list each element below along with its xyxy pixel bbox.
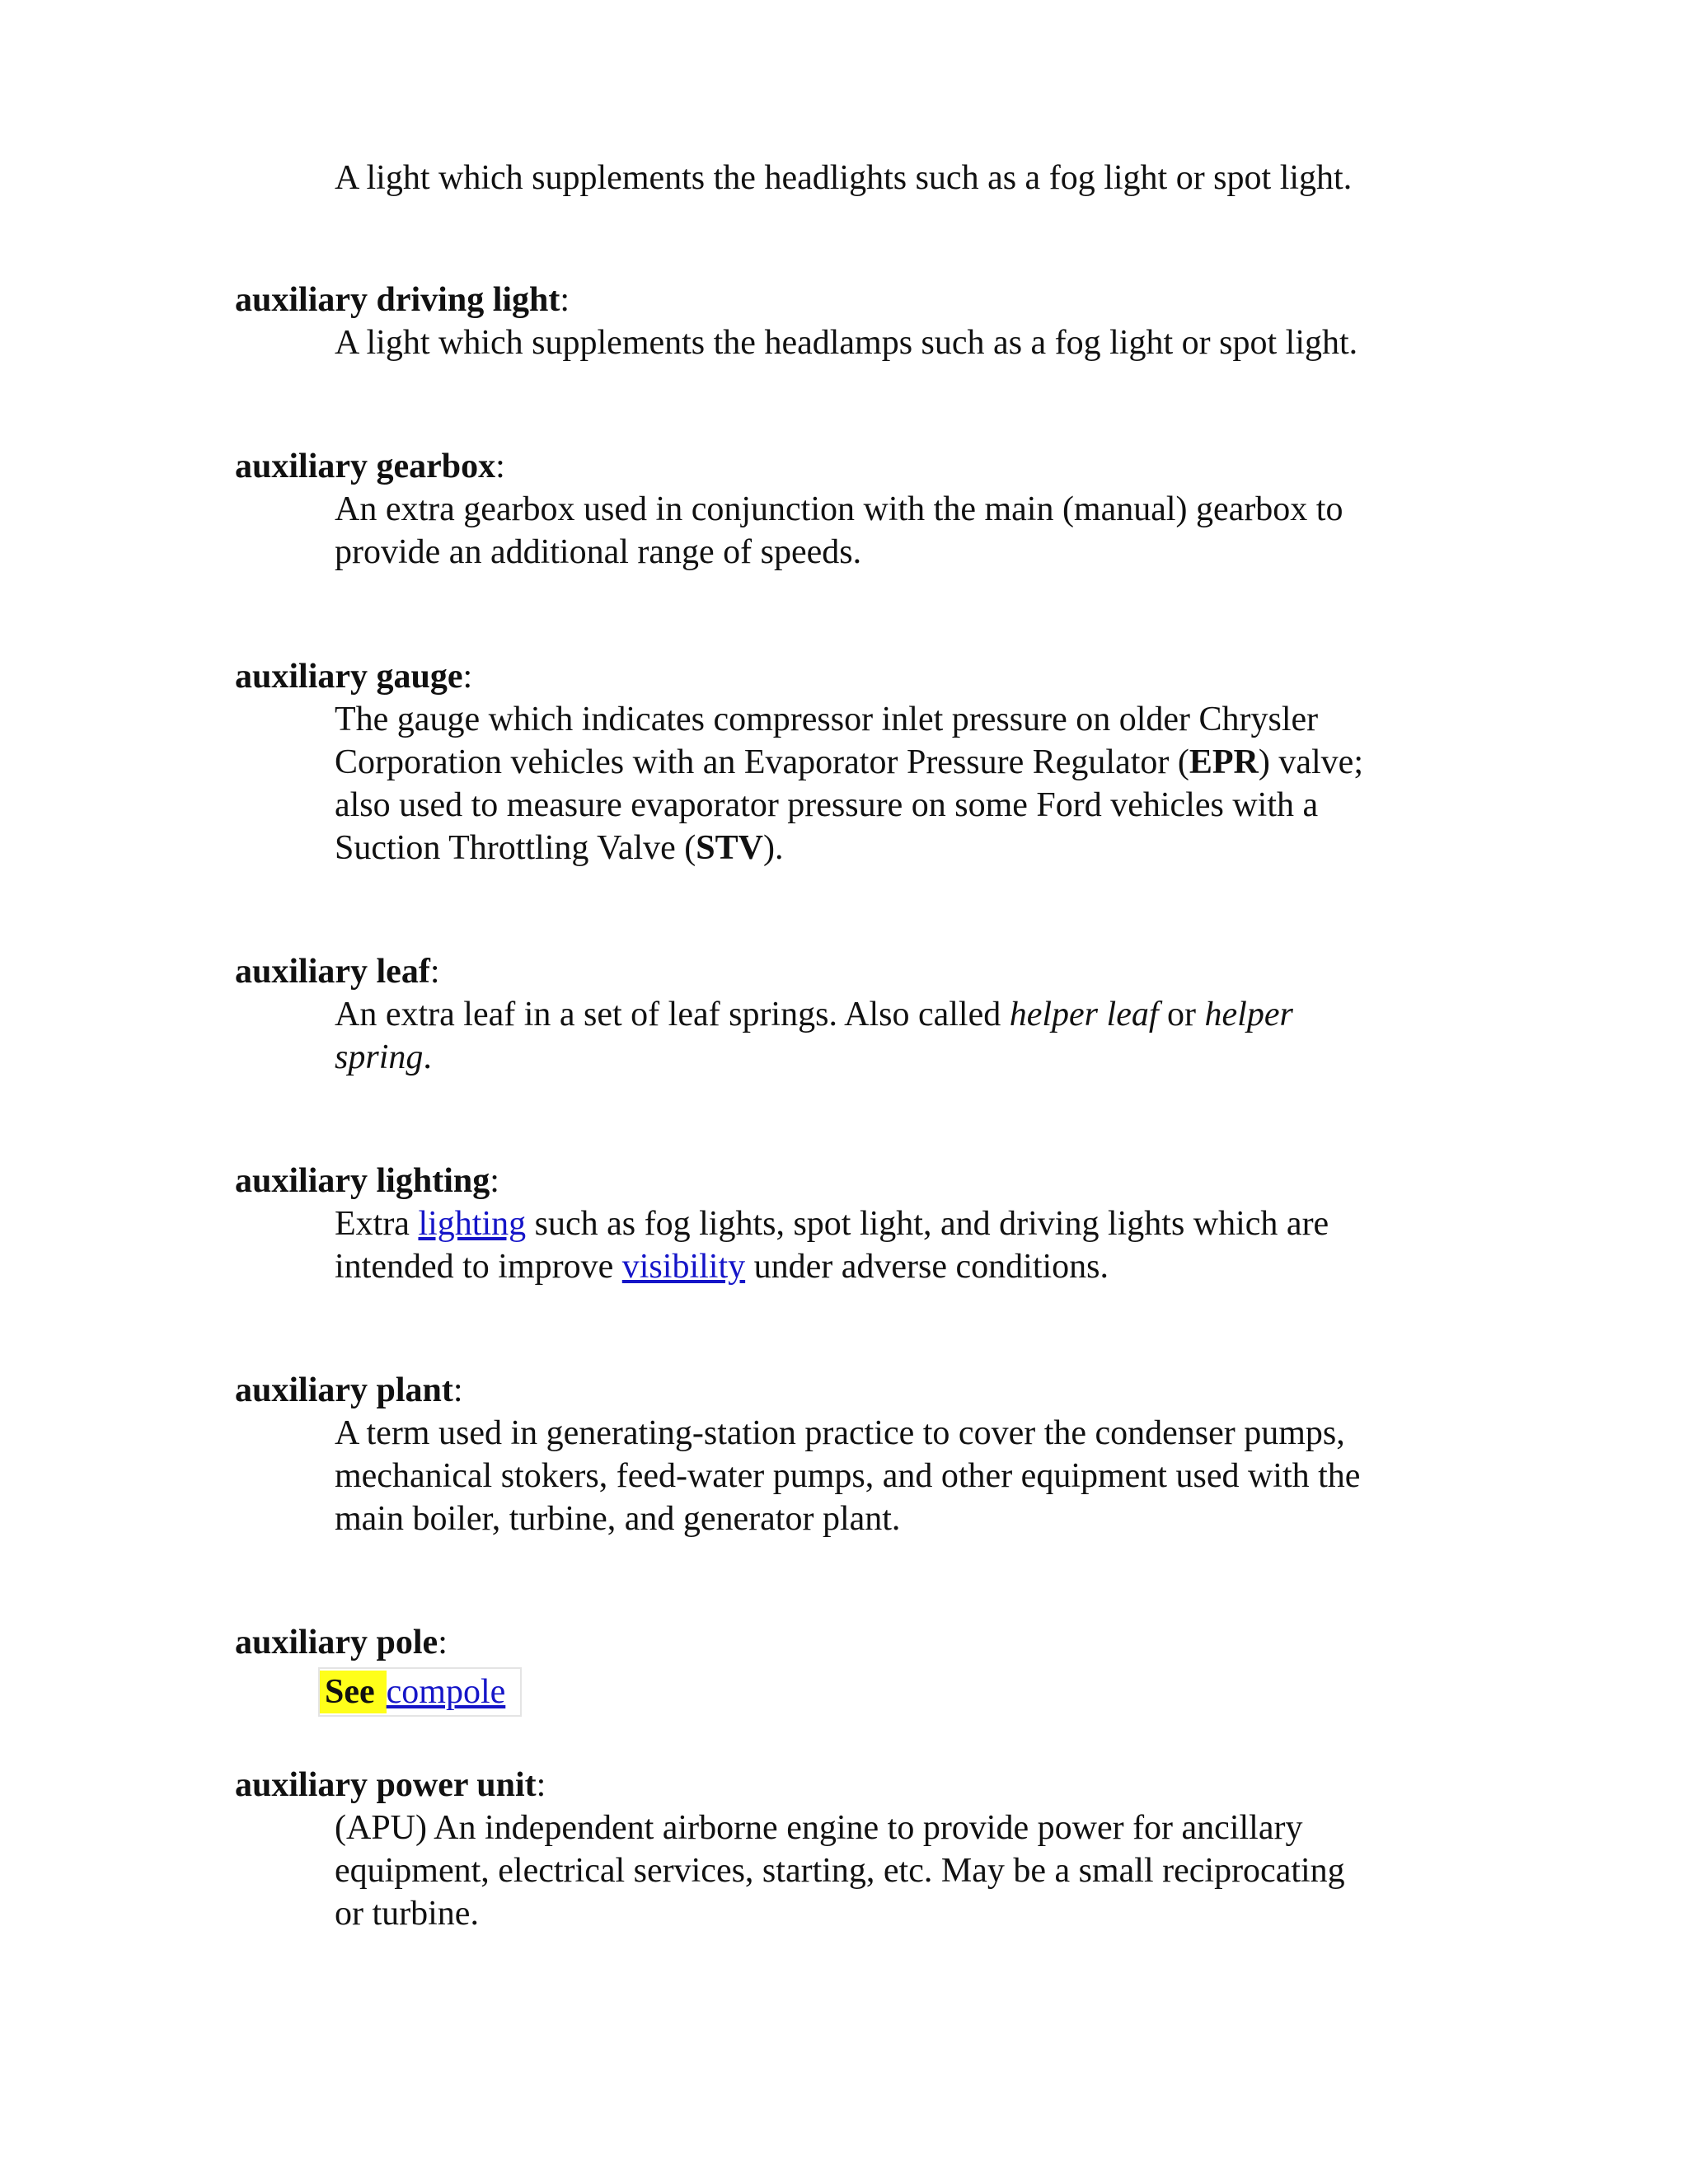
glossary-entry-auxiliary-gearbox	[235, 445, 1471, 574]
term-heading	[235, 445, 1471, 488]
definition-line	[335, 1036, 1472, 1079]
definition-line: mechanical stokers, feed-water pumps, and other equipment used with the	[335, 1457, 1361, 1495]
term-name: auxiliary pole	[235, 1624, 438, 1661]
definition-line	[335, 1245, 1472, 1288]
glossary-entry-auxiliary-plant	[235, 1369, 1471, 1540]
definition	[335, 488, 1472, 574]
term-heading	[235, 950, 1471, 993]
definition-line: A light which supplements the headlights such as a fog light or spot light.	[335, 159, 1353, 197]
definition-line: An extra gearbox used in conjunction with the main (manual) gearbox to	[335, 490, 1343, 528]
definition-line	[335, 1202, 1472, 1245]
text-run: intended to improve	[335, 1248, 622, 1286]
definition	[335, 321, 1472, 364]
glossary-entry-auxiliary-leaf	[235, 950, 1471, 1079]
term-heading	[235, 1621, 1471, 1664]
definition-line: also used to measure evaporator pressure on some Ford vehicles with a	[335, 786, 1319, 824]
definition-line: or turbine.	[335, 1895, 479, 1933]
term-colon: :	[490, 1162, 499, 1200]
term-colon: :	[495, 448, 505, 485]
text-run: Corporation vehicles with an Evaporator Pressure Regulator (	[335, 743, 1189, 781]
definition	[335, 157, 1472, 199]
term-name: auxiliary gearbox	[235, 448, 496, 485]
term-name: auxiliary gauge	[235, 658, 463, 696]
term-name: auxiliary driving light	[235, 281, 560, 319]
text-run: such as fog lights, spot light, and driving lights which are	[526, 1205, 1329, 1243]
italic-term: helper leaf	[1009, 996, 1159, 1033]
text-run: under adverse conditions.	[745, 1248, 1109, 1286]
glossary-entry-auxiliary-driving-light	[235, 279, 1471, 364]
definition-line: equipment, electrical services, starting, etc. May be a small reciprocating	[335, 1852, 1345, 1890]
text-run: ).	[762, 829, 784, 867]
definition-line	[335, 993, 1472, 1036]
link-compole[interactable]: compole	[386, 1673, 506, 1711]
term-heading	[235, 1764, 1471, 1807]
see-reference-box	[318, 1667, 522, 1717]
glossary-entry-continuation	[235, 157, 1471, 199]
glossary-entry-auxiliary-lighting	[235, 1160, 1471, 1288]
italic-term: helper	[1204, 996, 1293, 1033]
text-run: ) valve;	[1258, 743, 1363, 781]
term-heading	[235, 655, 1471, 698]
glossary-entry-auxiliary-gauge	[235, 655, 1471, 869]
definition-line: main boiler, turbine, and generator plant.	[335, 1500, 901, 1538]
definition-line: The gauge which indicates compressor inlet pressure on older Chrysler	[335, 701, 1319, 738]
term-colon: :	[452, 1371, 463, 1409]
definition	[335, 993, 1472, 1079]
text-run: or	[1158, 996, 1205, 1033]
glossary-entry-auxiliary-power-unit	[235, 1764, 1471, 1935]
definition	[335, 1807, 1472, 1935]
abbreviation-stv: STV	[696, 829, 763, 867]
glossary-entry-auxiliary-pole	[235, 1621, 1471, 1717]
term-name: auxiliary lighting	[235, 1162, 490, 1200]
definition	[335, 1412, 1472, 1540]
abbreviation-epr: EPR	[1189, 743, 1259, 781]
definition-line: (APU) An independent airborne engine to provide power for ancillary	[335, 1809, 1303, 1847]
definition	[335, 1202, 1472, 1288]
term-name: auxiliary plant	[235, 1371, 453, 1409]
definition-line	[335, 827, 1472, 869]
see-label: See	[320, 1671, 387, 1713]
definition-line: provide an additional range of speeds.	[335, 533, 862, 571]
definition-line	[335, 741, 1472, 784]
term-colon: :	[438, 1624, 448, 1661]
term-heading	[235, 1160, 1471, 1202]
term-name: auxiliary power unit	[235, 1766, 537, 1804]
definition-line: A light which supplements the headlamps such as a fog light or spot light.	[335, 324, 1358, 362]
term-colon: :	[462, 658, 473, 696]
term-heading	[235, 279, 1471, 321]
text-run: Suction Throttling Valve (	[335, 829, 696, 867]
term-heading	[235, 1369, 1471, 1412]
link-lighting[interactable]: lighting	[418, 1205, 527, 1243]
link-visibility[interactable]: visibility	[621, 1248, 746, 1286]
text-run: An extra leaf in a set of leaf springs. Also called	[335, 996, 1010, 1033]
definition	[335, 698, 1472, 869]
term-colon: :	[536, 1766, 546, 1804]
term-name: auxiliary leaf	[235, 953, 430, 991]
italic-term: spring	[335, 1038, 424, 1076]
term-colon: :	[429, 953, 440, 991]
definition-line: A term used in generating-station practice to cover the condenser pumps,	[335, 1414, 1345, 1452]
term-colon: :	[560, 281, 570, 319]
text-run: .	[423, 1038, 432, 1076]
text-run: Extra	[335, 1205, 419, 1243]
